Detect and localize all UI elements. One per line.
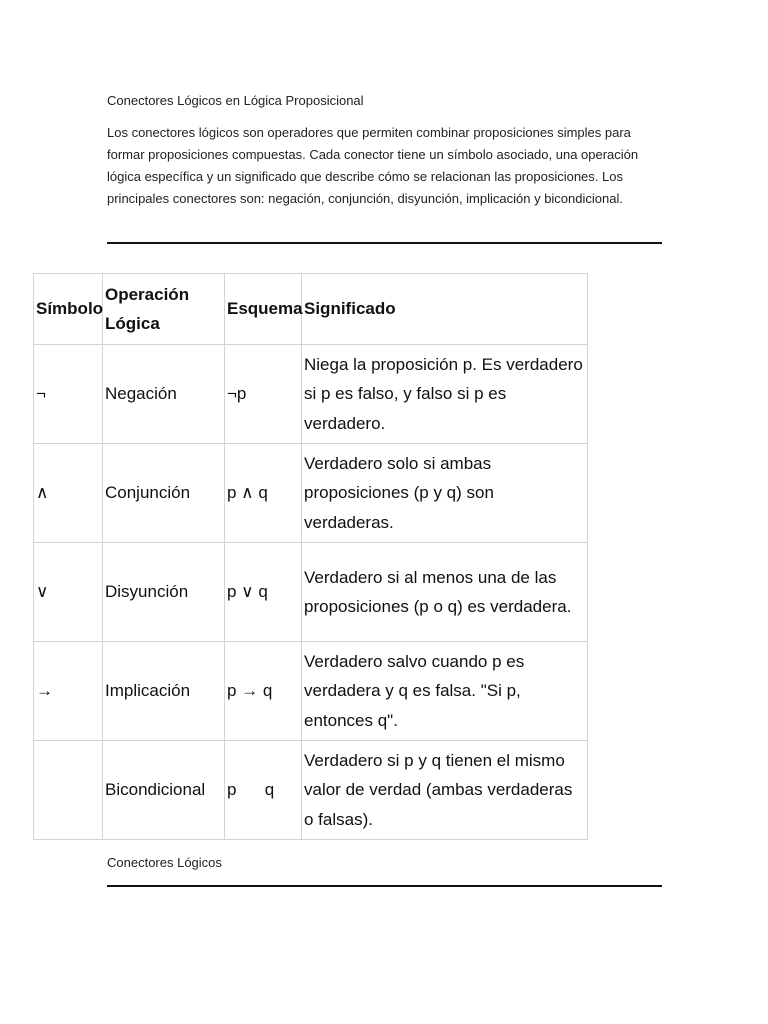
cell-meaning: Verdadero si p y q tienen el mismo valor de verdad (ambas verdaderas o falsas). xyxy=(302,741,588,840)
connectors-table xyxy=(33,273,588,840)
document-title: Conectores Lógicos en Lógica Proposicional xyxy=(107,93,364,108)
table-row xyxy=(34,543,588,642)
cell-scheme: ¬p xyxy=(225,345,302,444)
cell-meaning: Verdadero salvo cuando p es verdadera y q es falsa. "Si p, entonces q". xyxy=(302,642,588,741)
cell-operation: Negación xyxy=(103,345,225,444)
cell-scheme: p → q xyxy=(225,642,302,741)
table-row xyxy=(34,741,588,840)
header-meaning: Significado xyxy=(302,274,588,345)
top-divider xyxy=(107,242,662,244)
cell-symbol: ∧ xyxy=(34,444,103,543)
cell-operation: Bicondicional xyxy=(103,741,225,840)
cell-meaning: Verdadero solo si ambas proposiciones (p y q) son verdaderas. xyxy=(302,444,588,543)
cell-symbol xyxy=(34,741,103,840)
cell-operation: Conjunción xyxy=(103,444,225,543)
table-row xyxy=(34,642,588,741)
table-header-row xyxy=(34,274,588,345)
header-operation: Operación Lógica xyxy=(103,274,225,345)
cell-symbol: ∨ xyxy=(34,543,103,642)
cell-scheme: p q xyxy=(225,741,302,840)
cell-operation: Implicación xyxy=(103,642,225,741)
cell-meaning: Verdadero si al menos una de las proposiciones (p o q) es verdadera. xyxy=(302,543,588,642)
header-scheme: Esquema xyxy=(225,274,302,345)
cell-operation: Disyunción xyxy=(103,543,225,642)
header-symbol: Símbolo xyxy=(34,274,103,345)
document-intro: Los conectores lógicos son operadores que permiten combinar proposiciones simples para formar proposiciones compuestas. Cada conector tiene un símbolo asociado, una operación lógica específica y un significado que describe cómo se relacionan las proposiciones. Los principales conectores son: negación, conjunción, disyunción, implicación y bicondicional. xyxy=(107,125,639,206)
bottom-divider xyxy=(107,885,662,887)
table-caption: Conectores Lógicos xyxy=(107,855,222,870)
cell-scheme: p ∨ q xyxy=(225,543,302,642)
cell-scheme: p ∧ q xyxy=(225,444,302,543)
cell-symbol: → xyxy=(34,642,103,741)
cell-meaning: Niega la proposición p. Es verdadero si p es falso, y falso si p es verdadero. xyxy=(302,345,588,444)
table-row xyxy=(34,345,588,444)
table-row xyxy=(34,444,588,543)
cell-symbol: ¬ xyxy=(34,345,103,444)
